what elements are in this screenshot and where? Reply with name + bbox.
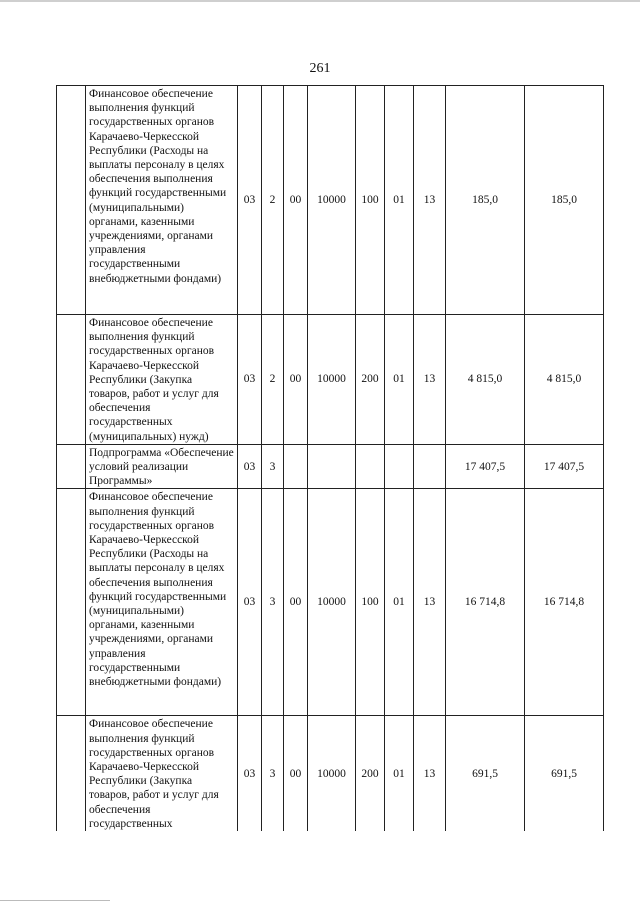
- subsection-code: 13: [414, 489, 446, 716]
- event-code: 00: [284, 489, 308, 716]
- subprogram-code: 3: [262, 489, 284, 716]
- program-code: 03: [238, 86, 262, 315]
- amount-year-2: 185,0: [525, 86, 604, 315]
- event-code: 00: [284, 716, 308, 831]
- empty-cell: [57, 444, 86, 489]
- program-code: 03: [238, 489, 262, 716]
- amount-year-1: 17 407,5: [446, 444, 525, 489]
- table-row: [57, 444, 604, 489]
- subsection-code: 13: [414, 86, 446, 315]
- table-row: [57, 489, 604, 716]
- empty-cell: [57, 716, 86, 831]
- section-code: 01: [385, 716, 414, 831]
- direction-code: 10000: [308, 716, 356, 831]
- program-code: 03: [238, 444, 262, 489]
- row-description: Финансовое обеспечение выполнения функций государственных органов Карачаево-Черкесской Республики (Расходы на выплаты персоналу в целях обеспечения выполнения функций государственными (муниципальными) органами, казенными учреждениями, органами управления государственными внебюджетными фондами): [86, 489, 238, 716]
- budget-table: [56, 85, 604, 831]
- direction-code: 10000: [308, 315, 356, 445]
- subsection-code: 13: [414, 315, 446, 445]
- event-code: 00: [284, 86, 308, 315]
- expense-type-code: 200: [356, 716, 385, 831]
- scan-edge-top: [0, 0, 640, 2]
- row-description: Финансовое обеспечение выполнения функций государственных органов Карачаево-Черкесской Республики (Закупка товаров, работ и услуг для обеспечения государственных: [86, 716, 238, 831]
- amount-year-2: 17 407,5: [525, 444, 604, 489]
- amount-year-2: 691,5: [525, 716, 604, 831]
- program-code: 03: [238, 315, 262, 445]
- amount-year-1: 691,5: [446, 716, 525, 831]
- program-code: 03: [238, 716, 262, 831]
- table-row: [57, 716, 604, 831]
- subsection-code: 13: [414, 716, 446, 831]
- subsection-code: [414, 444, 446, 489]
- subprogram-code: 3: [262, 444, 284, 489]
- amount-year-1: 185,0: [446, 86, 525, 315]
- subprogram-code: 2: [262, 315, 284, 445]
- expense-type-code: 200: [356, 315, 385, 445]
- amount-year-1: 16 714,8: [446, 489, 525, 716]
- expense-type-code: [356, 444, 385, 489]
- row-description: Финансовое обеспечение выполнения функций государственных органов Карачаево-Черкесской Республики (Закупка товаров, работ и услуг для обеспечения государственных (муниципальных) нужд): [86, 315, 238, 445]
- row-description: Финансовое обеспечение выполнения функций государственных органов Карачаево-Черкесской Республики (Расходы на выплаты персоналу в целях обеспечения выполнения функций государственными (муниципальными) органами, казенными учреждениями, органами управления государственными внебюджетными фондами): [86, 86, 238, 315]
- amount-year-1: 4 815,0: [446, 315, 525, 445]
- page-number: 261: [309, 61, 331, 76]
- empty-cell: [57, 86, 86, 315]
- expense-type-code: 100: [356, 86, 385, 315]
- empty-cell: [57, 315, 86, 445]
- empty-cell: [57, 489, 86, 716]
- event-code: [284, 444, 308, 489]
- section-code: 01: [385, 489, 414, 716]
- event-code: 00: [284, 315, 308, 445]
- row-description: Подпрограмма «Обеспечение условий реализации Программы»: [86, 444, 238, 489]
- direction-code: [308, 444, 356, 489]
- section-code: 01: [385, 86, 414, 315]
- table-row: [57, 315, 604, 445]
- section-code: 01: [385, 315, 414, 445]
- table-row: [57, 86, 604, 315]
- expense-type-code: 100: [356, 489, 385, 716]
- direction-code: 10000: [308, 489, 356, 716]
- amount-year-2: 4 815,0: [525, 315, 604, 445]
- subprogram-code: 3: [262, 716, 284, 831]
- scan-edge-bottom: [0, 900, 110, 901]
- direction-code: 10000: [308, 86, 356, 315]
- amount-year-2: 16 714,8: [525, 489, 604, 716]
- section-code: [385, 444, 414, 489]
- subprogram-code: 2: [262, 86, 284, 315]
